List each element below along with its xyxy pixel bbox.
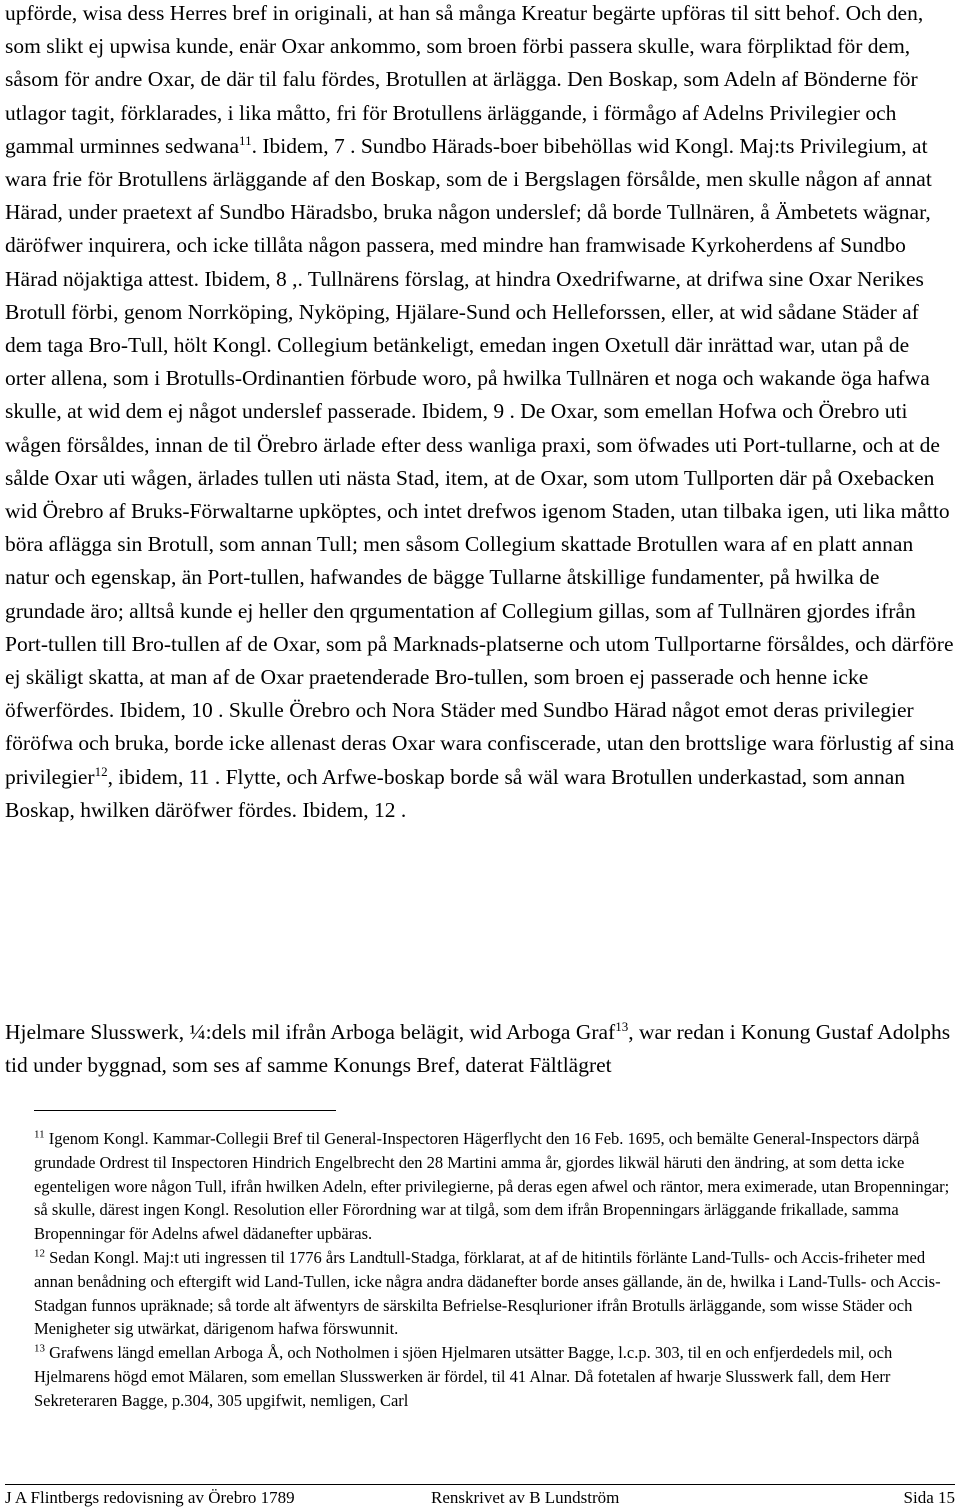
body-text-part-1: upförde, wisa dess Herres bref in originali, at han så många Kreatur begärte upföras til sitt behof. Och den, som slikt ej upwisa kunde, enär Oxar ankommo, som broen förbi passera skulle, wara förpliktad för dem, såsom för andre Oxar, de där til falu fördes, Brotullen at ärlägga. Den Boskap, som Adeln af Bönderne för utlagor tagit, förklarades, i lika måtto, fri för Brotullens ärläggande, i förmågo af Adelns Privilegier och gammal urminnes sedwana xyxy=(5,1,924,158)
footnote-text: Sedan Kongl. Maj:t uti ingressen til 1776 års Landtull-Stadga, förklarat, at af de hitintils förlänte Land-Tulls- och Accis-friheter med annan benådning och eftergift wid Land-Tullen, icke några andra dädanefter borde anses gällande, än de, hwilka i Land-Tulls- och Accis-Stadgan funnos upräknade; så torde alt äfwentyrs de särskilta Befrielse-Resqlurioner ifrån Brotulls ärläggande, som wisse Städer och Menigheter sig utwärkat, därigenom hafwa förswunnit. xyxy=(34,1247,941,1339)
section-text-part-2: , war redan i Konung Gustaf Adolphs tid under byggnad, som ses af samme Konungs Bref, daterat Fältlägret xyxy=(5,1020,951,1078)
footnote-11 xyxy=(34,1127,952,1246)
body-paragraph xyxy=(5,0,955,827)
footnote-text: Igenom Kongl. Kammar-Collegii Bref til General-Inspectoren Hägerflycht den 16 Feb. 1695, och bemälte General-Inspectors därpå grundade Ordrest til Inspectoren Hindrich Engelbrecht den 28 Martini amma år, gjordes likwäl häruti den ändring, at som detta icke egenteligen wore någon Tull, ifrån hwilken Adeln, efter privilegierne, på deras egen afwel och räntor, mera eximerade, utan Bropenningar; så skulle, därest ingen Kongl. Resolution eller Förordning war at tilgå, som dem ifrån Bropenningars ärläggande frikallade, samma Bropenningar för Adelns afwel dädanefter upbäras. xyxy=(34,1129,950,1244)
footnote-ref-13[interactable]: 13 xyxy=(615,1018,629,1034)
footnote-separator xyxy=(34,1110,336,1111)
page-footer xyxy=(5,1487,955,1509)
page-number: Sida 15 xyxy=(903,1488,955,1507)
footer-separator xyxy=(5,1484,955,1485)
footnote-number: 12 xyxy=(34,1247,45,1260)
footnote-number: 11 xyxy=(34,1128,45,1141)
footnote-12 xyxy=(34,1246,952,1341)
footer-title: J A Flintbergs redovisning av Örebro 1789 xyxy=(5,1488,295,1507)
footnote-text: Grafwens längd emellan Arboga Å, och Notholmen i sjöen Hjelmaren utsätter Bagge, l.c.p. 303, til en och enfjerdedels mil, och Hjelmarens högd emot Mälaren, som emellan Slusswerken är fördel, til 41 Alnar. Då fotetalen af hwarje Slusswerk fall, dem Herr Sekreteraren Bagge, p.304, 305 upgifwit, nemligen, Carl xyxy=(34,1343,893,1410)
footnote-ref-11[interactable]: 11 xyxy=(239,132,252,148)
section-paragraph xyxy=(5,1016,955,1082)
body-text-part-3: , ibidem, 11 . Flytte, och Arfwe-boskap borde så wäl wara Brotullen underkastad, som annan Boskap, hwilken däröfwer fördes. Ibidem, 12 . xyxy=(5,764,906,822)
footnote-ref-12[interactable]: 12 xyxy=(94,763,108,779)
footer-transcriber: Renskrivet av B Lundström xyxy=(431,1488,620,1507)
footnote-13 xyxy=(34,1341,952,1412)
body-text-part-2: . Ibidem, 7 . Sundbo Härads-boer bibehöllas wid Kongl. Maj:ts Privilegium, at wara frie för Brotullens ärläggande af den Boskap, som de i Bergslagen försålde, men skulle någon af annat Härad, under praetext af Sundbo Häradsbo, bruka någon underslef; då borde Tullnären, å Ämbetets wägnar, däröfwer inquirera, och icke tillåta någon passera, med mindre han framwisade Kyrkoherdens af Sundbo Härad nöjaktiga attest. Ibidem, 8 ,. Tullnärens förslag, at hindra Oxedrifwarne, at drifwa sine Oxar Nerikes Brotull förbi, genom Norrköping, Nyköping, Hjälare-Sund och Helleforssen, eller, at wid sådane Städer af dem taga Bro-Tull, hölt Kongl. Collegium betänkeligt, emedan ingen Oxetull där inrättad war, utan på de orter allena, som i Brotulls-Ordinantien förbude woro, på hwilka Tullnären et noga och wakande öga hafwa skulle, at wid dem ej något underslef passerade. Ibidem, 9 . De Oxar, som emellan Hofwa och Örebro uti wågen försåldes, innan de til Örebro ärlade efter dess wanliga praxi, som öfwades uti Port-tullarne, och at de sålde Oxar uti wågen, ärlades tullen uti nästa Stad, item, at de Oxar, som utom Tullporten där på Oxebacken wid Örebro af Bruks-Förwaltarne upköptes, och intet drefwos igenom Staden, utan tilbaka igen, uti lika måtto böra aflägga sin Brotull, som annan Tull; men såsom Collegium skattade Brotullen wara af en platt annan natur och egenskap, än Port-tullen, hafwandes de bägge Tullarne åtskillige fundamenter, på hwilka de grundade äro; alltså kunde ej heller den qrgumentation af Collegium gillas, som af Tullnären gjordes ifrån Port-tullen till Bro-tullen af de Oxar, som på Marknads-platserne och utom Tullportarne försåldes, och därföre ej skäligt skatta, at man af de Oxar praetenderade Bro-tullen, som broen ej passerade och henne icke öfwerfördes. Ibidem, 10 . Skulle Örebro och Nora Städer med Sundbo Härad något emot deras privilegier föröfwa och bruka, borde icke allenast deras Oxar wara confiscerade, utan den brottslige wara förlustig af sina privilegier xyxy=(5,133,955,789)
footnote-number: 13 xyxy=(34,1342,45,1355)
section-text-part-1: Hjelmare Slusswerk, ¼:dels mil ifrån Arboga belägit, wid Arboga Graf xyxy=(5,1020,616,1044)
footnotes xyxy=(34,1127,952,1413)
